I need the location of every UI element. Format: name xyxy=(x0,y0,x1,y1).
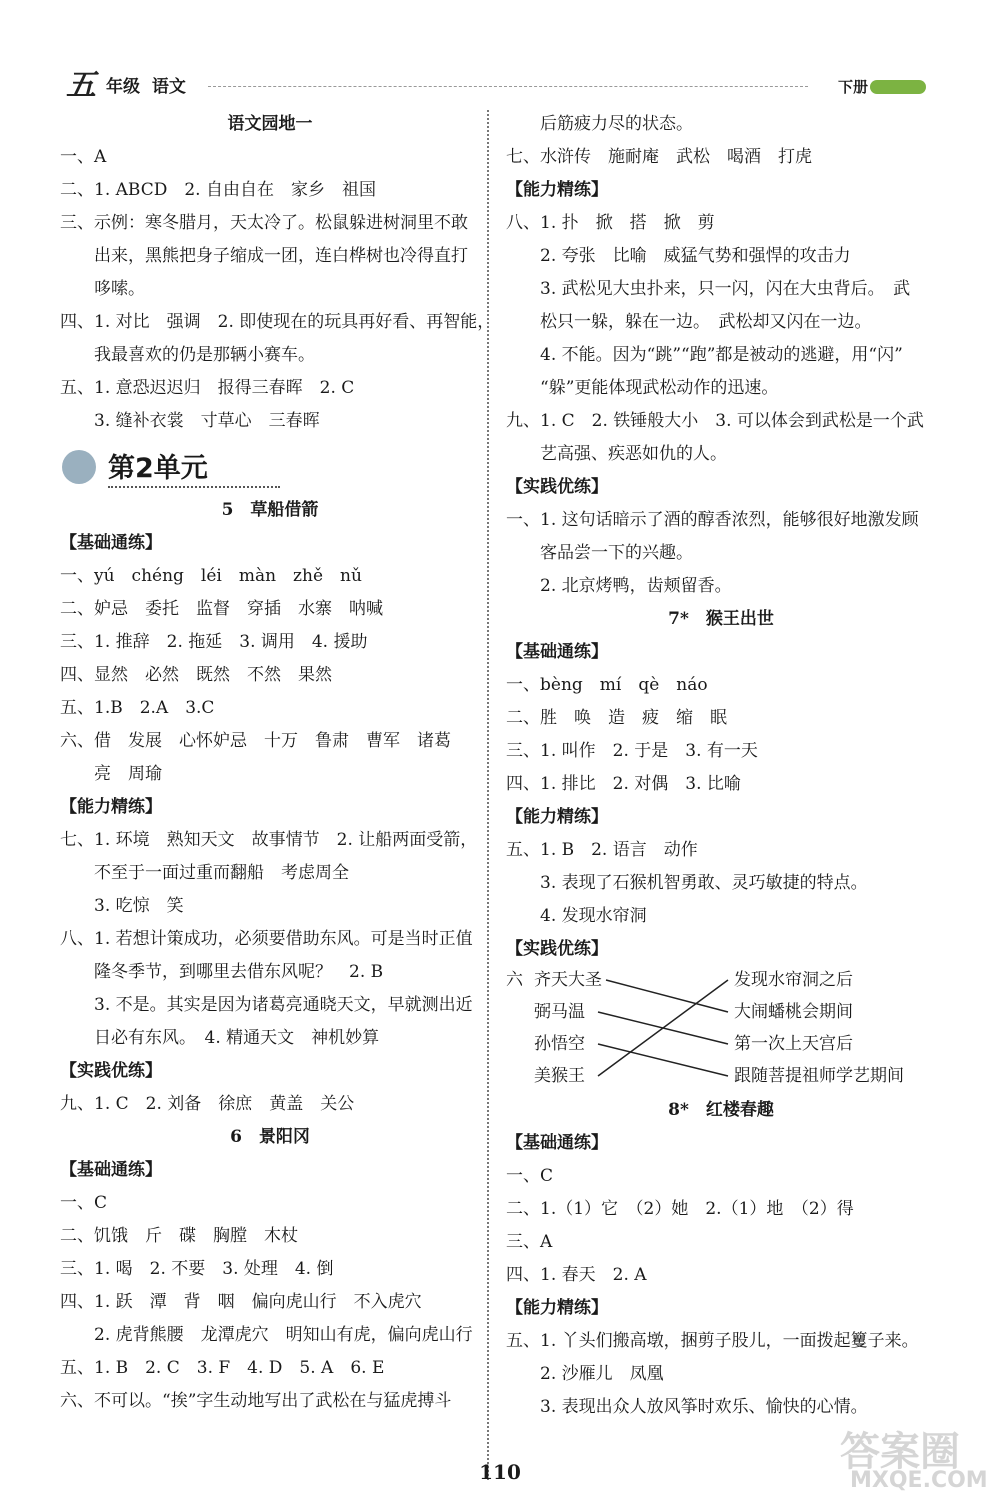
answer-line: 日必有东风。 4. 精通天文 神机妙算 xyxy=(94,1028,380,1048)
subsection-label: 【基础通练】 xyxy=(60,533,162,553)
lesson-title: 8* 红楼春趣 xyxy=(668,1100,774,1120)
answer-line: 七、水浒传 施耐庵 武松 喝酒 打虎 xyxy=(506,147,812,167)
grade-word: 年级 xyxy=(106,77,140,97)
answer-line: 2. 北京烤鸭，齿颊留香。 xyxy=(540,576,732,596)
left-column xyxy=(60,108,495,1418)
answer-line: 艺高强、疾恶如仇的人。 xyxy=(540,444,727,464)
answer-line: 三、1. 推辞 2. 拖延 3. 调用 4. 援助 xyxy=(60,632,368,652)
subsection-label: 【实践优练】 xyxy=(506,477,608,497)
answer-line: 亮 周瑜 xyxy=(94,764,162,784)
answer-line: 松只一躲，躲在一边。 武松却又闪在一边。 xyxy=(540,312,872,332)
answer-line: 二、1.（1）它 （2）她 2.（1）地 （2）得 xyxy=(506,1199,854,1219)
answer-line: 三、A xyxy=(506,1232,553,1252)
answer-line: 四、1. 跃 潭 背 咽 偏向虎山行 不入虎穴 xyxy=(60,1292,422,1312)
page-number: 110 xyxy=(479,1460,521,1484)
answer-line: 五、1. 丫头们搬高墩，捆剪子股儿，一面拨起籰子来。 xyxy=(506,1331,919,1351)
answer-line: 3. 表现出众人放风筝时欢乐、愉快的心情。 xyxy=(540,1397,868,1417)
answer-line: 六、不可以。“挨”字生动地写出了武松在与猛虎搏斗 xyxy=(60,1391,452,1411)
answer-line: 4. 不能。因为“跳”“跑”都是被动的逃避，用“闪” xyxy=(540,345,903,365)
lesson-title: 7* 猴王出世 xyxy=(668,609,774,629)
watermark-url: MXQE.COM xyxy=(850,1468,988,1493)
match-left-item: 齐天大圣 xyxy=(534,970,602,990)
match-right-item: 第一次上天宫后 xyxy=(734,1034,853,1054)
unit-title: 第2单元 xyxy=(108,453,208,484)
answer-line: 隆冬季节，到哪里去借东风呢？ 2. B xyxy=(94,962,384,982)
unit-heading xyxy=(60,438,480,494)
answer-line: 一、bèng mí qè náo xyxy=(506,675,708,695)
subsection-label: 【能力精练】 xyxy=(60,797,162,817)
unit-rule xyxy=(108,486,280,488)
answer-line: 2. 沙雁儿 凤凰 xyxy=(540,1364,664,1384)
answer-line: “躲”更能体现武松动作的迅速。 xyxy=(540,378,779,398)
subsection-label: 【实践优练】 xyxy=(60,1061,162,1081)
header-rule xyxy=(208,86,808,87)
answer-line: 我最喜欢的仍是那辆小赛车。 xyxy=(94,345,315,365)
answer-line: 六、借 发展 心怀妒忌 十万 鲁肃 曹军 诸葛 xyxy=(60,731,451,751)
match-right-item: 发现水帘洞之后 xyxy=(734,970,853,990)
answer-line: 二、1. ABCD 2. 自由自在 家乡 祖国 xyxy=(60,180,376,200)
answer-line: 二、妒忌 委托 监督 穿插 水寨 呐喊 xyxy=(60,599,383,619)
answer-line: 一、1. 这句话暗示了酒的醇香浓烈，能够很好地激发顾 xyxy=(506,510,919,530)
unit-dot-icon xyxy=(62,450,96,484)
section-title: 语文园地一 xyxy=(227,114,313,134)
lesson-title: 5 草船借箭 xyxy=(221,500,319,520)
series-logo xyxy=(870,80,926,94)
matching-exercise xyxy=(506,966,936,1094)
volume-label: 下册 xyxy=(837,78,868,96)
answer-line: 4. 发现水帘洞 xyxy=(540,906,647,926)
answer-line: 3. 缝补衣裳 寸草心 三春晖 xyxy=(94,411,320,431)
answer-line: 一、C xyxy=(506,1166,554,1186)
answer-line: 三、1. 喝 2. 不要 3. 处理 4. 倒 xyxy=(60,1259,334,1279)
answer-line: 四、1. 对比 强调 2. 即使现在的玩具再好看、再智能， xyxy=(60,312,495,332)
match-line xyxy=(606,980,728,1012)
answer-line: 九、1. C 2. 铁锤般大小 3. 可以体会到武松是一个武 xyxy=(506,411,924,431)
answer-line: 五、1. 意恐迟迟归 报得三春晖 2. C xyxy=(60,378,355,398)
subsection-label: 【基础通练】 xyxy=(60,1160,162,1180)
page-header xyxy=(58,70,938,102)
lesson-title: 6 景阳冈 xyxy=(230,1127,310,1147)
answer-line: 2. 虎背熊腰 龙潭虎穴 明知山有虎，偏向虎山行 xyxy=(94,1325,473,1345)
grade-number: 五 xyxy=(66,68,96,103)
answer-line: 三、1. 叫作 2. 于是 3. 有一天 xyxy=(506,741,758,761)
subsection-label: 【能力精练】 xyxy=(506,1298,608,1318)
watermark-logo xyxy=(840,1420,988,1500)
answer-line: 3. 不是。其实是因为诸葛亮通晓天文，早就测出近 xyxy=(94,995,473,1015)
answer-line: 不至于一面过重而翻船 考虑周全 xyxy=(94,863,349,883)
answer-line: 四、1. 春天 2. A xyxy=(506,1265,647,1285)
answer-line: 哆嗦。 xyxy=(94,279,145,299)
subsection-label: 【基础通练】 xyxy=(506,642,608,662)
answer-line: 五、1. B 2. 语言 动作 xyxy=(506,840,698,860)
match-left-item: 美猴王 xyxy=(534,1066,585,1086)
right-column xyxy=(506,108,936,1424)
watermark-text: 答案圈 xyxy=(840,1429,960,1475)
subsection-label: 【能力精练】 xyxy=(506,180,608,200)
answer-line: 八、1. 扑 掀 搭 掀 剪 xyxy=(506,213,715,233)
subsection-label: 【基础通练】 xyxy=(506,1133,608,1153)
answer-line: 2. 夸张 比喻 威猛气势和强悍的攻击力 xyxy=(540,246,851,266)
subsection-label: 【实践优练】 xyxy=(506,939,608,959)
answer-line: 五、1.B 2.A 3.C xyxy=(60,698,215,718)
match-left-item: 弼马温 xyxy=(534,1002,585,1022)
answer-line: 四、显然 必然 既然 不然 果然 xyxy=(60,665,332,685)
answer-line: 一、C xyxy=(60,1193,108,1213)
match-line xyxy=(598,1044,728,1076)
answer-line: 3. 表现了石猴机智勇敢、灵巧敏捷的特点。 xyxy=(540,873,868,893)
answer-line: 后筋疲力尽的状态。 xyxy=(540,114,693,134)
answer-line: 出来，黑熊把身子缩成一团，连白桦树也冷得直打 xyxy=(94,246,468,266)
match-right-item: 跟随菩提祖师学艺期间 xyxy=(734,1066,904,1086)
answer-line: 九、1. C 2. 刘备 徐庶 黄盖 关公 xyxy=(60,1094,355,1114)
answer-line: 3. 吃惊 笑 xyxy=(94,896,184,916)
answer-line: 3. 武松见大虫扑来，只一闪，闪在大虫背后。 武 xyxy=(540,279,911,299)
answer-line: 一、yú chéng léi màn zhě nǔ xyxy=(60,566,362,586)
answer-line: 一、A xyxy=(60,147,107,167)
subsection-label: 【能力精练】 xyxy=(506,807,608,827)
match-right-item: 大闹蟠桃会期间 xyxy=(734,1002,853,1022)
answer-line: 八、1. 若想计策成功，必须要借助东风。可是当时正值 xyxy=(60,929,473,949)
grade-subject xyxy=(106,76,192,98)
answer-line: 五、1. B 2. C 3. F 4. D 5. A 6. E xyxy=(60,1358,385,1378)
subject-label: 语文 xyxy=(151,77,186,97)
answer-line: 客品尝一下的兴趣。 xyxy=(540,543,693,563)
answer-line: 三、示例：寒冬腊月，天太冷了。松鼠躲进树洞里不敢 xyxy=(60,213,468,233)
answer-line: 二、饥饿 斤 碟 胸膛 木杖 xyxy=(60,1226,298,1246)
answer-line: 七、1. 环境 熟知天文 故事情节 2. 让船两面受箭， xyxy=(60,830,478,850)
answer-line: 四、1. 排比 2. 对偶 3. 比喻 xyxy=(506,774,741,794)
match-left-item: 孙悟空 xyxy=(534,1034,585,1054)
answer-line: 二、胜 唤 造 疲 缩 眠 xyxy=(506,708,727,728)
match-number: 六 xyxy=(506,970,523,990)
